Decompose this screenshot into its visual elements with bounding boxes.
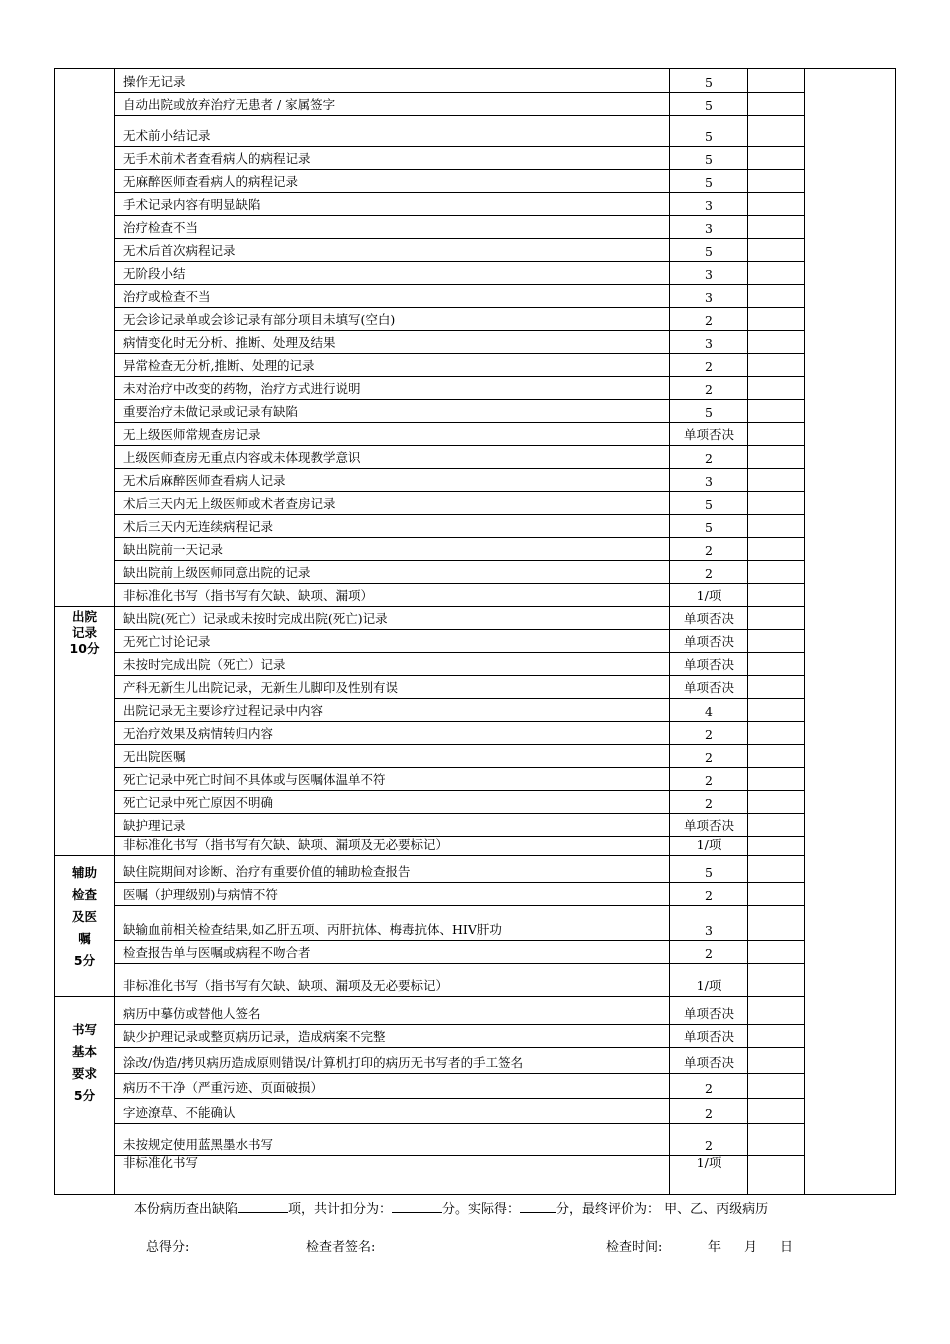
summary-text-1: 本份病历查出缺陷 [134, 1202, 239, 1217]
deduction-score: 5 [705, 152, 713, 167]
category-label-line: 10分 [69, 641, 100, 656]
deduction-score: 5 [705, 175, 713, 190]
deduction-score: 单项否决 [683, 427, 734, 442]
table-row [114, 698, 804, 721]
deficiency-item: 操作无记录 [123, 74, 186, 89]
deduction-score: 1/项 [696, 588, 722, 603]
deficiency-item: 无死亡讨论记录 [123, 634, 211, 649]
month-label: 月 [744, 1240, 758, 1255]
deduction-score: 2 [705, 946, 713, 961]
category-label-line: 出院 [71, 609, 97, 624]
category-label-line: 书写 [71, 1022, 97, 1037]
deduction-score: 2 [705, 1106, 713, 1121]
table-row [114, 882, 804, 905]
table-row [114, 606, 804, 629]
table-row [114, 69, 804, 92]
deduction-score: 5 [705, 75, 713, 90]
total-score-label: 总得分: [146, 1240, 190, 1255]
deduction-score: 单项否决 [683, 1055, 734, 1070]
actual-score-blank[interactable] [520, 1200, 556, 1213]
deficiency-item: 手术记录内容有明显缺陷 [123, 197, 261, 212]
deduction-score: 2 [705, 750, 713, 765]
deduction-score: 1/项 [696, 978, 722, 993]
deficiency-item: 无治疗效果及病情转归内容 [123, 726, 274, 741]
deficiency-item: 未按时完成出院（死亡）记录 [123, 657, 286, 672]
table-row [114, 963, 804, 996]
deficiency-item: 缺输血前相关检查结果,如乙肝五项、丙肝抗体、梅毒抗体、HIV肝功 [123, 922, 502, 937]
deduction-score: 3 [705, 267, 713, 282]
deduction-score: 2 [705, 727, 713, 742]
category-cell [55, 855, 114, 996]
deduction-score: 单项否决 [683, 634, 734, 649]
deficiency-item: 异常检查无分析,推断、处理的记录 [123, 358, 315, 373]
deduction-score: 5 [705, 865, 713, 880]
table-row [114, 855, 804, 882]
inspector-signature-label: 检查者签名: [306, 1240, 376, 1255]
deficiency-item: 无术后麻醉医师查看病人记录 [123, 473, 286, 488]
deduction-score: 单项否决 [683, 1006, 734, 1021]
deficiency-item: 无术后首次病程记录 [123, 243, 236, 258]
year-label: 年 [708, 1240, 722, 1255]
deduction-score: 单项否决 [683, 818, 734, 833]
table-row [114, 491, 804, 514]
deficiency-item: 非标准化书写（指书写有欠缺、缺项、漏项及无必要标记） [123, 837, 449, 852]
table-row [114, 445, 804, 468]
table-row [114, 721, 804, 744]
deficiency-item: 重要治疗未做记录或记录有缺陷 [123, 404, 299, 419]
deduction-score: 3 [705, 336, 713, 351]
table-row [114, 813, 804, 836]
deduction-score: 1/项 [696, 1155, 722, 1170]
evaluation-table [54, 68, 896, 1195]
deficiency-item: 非标准化书写（指书写有欠缺、缺项、漏项及无必要标记） [123, 978, 449, 993]
deficiency-item: 缺出院(死亡）记录或未按时完成出院(死亡)记录 [123, 611, 388, 626]
deficiency-item: 治疗或检查不当 [123, 289, 211, 304]
deduction-score: 2 [705, 543, 713, 558]
category-cell [55, 996, 114, 1173]
category-label-line: 及医 [71, 909, 97, 924]
table-row [114, 1073, 804, 1098]
table-row [114, 192, 804, 215]
deduction-blank[interactable] [392, 1200, 442, 1213]
table-row [114, 767, 804, 790]
table-row [114, 744, 804, 767]
defect-count-blank[interactable] [238, 1200, 288, 1213]
deduction-score: 单项否决 [683, 1029, 734, 1044]
deficiency-item: 未按规定使用蓝黑墨水书写 [123, 1137, 274, 1152]
deficiency-item: 死亡记录中死亡时间不具体或与医嘱体温单不符 [123, 772, 386, 787]
category-label-line: 辅助 [71, 865, 97, 880]
deficiency-item: 涂改/伪造/拷贝病历造成原则错误/计算机打印的病历无书写者的手工签名 [123, 1055, 524, 1070]
deficiency-item: 无阶段小结 [123, 266, 186, 281]
deficiency-item: 缺出院前一天记录 [123, 542, 224, 557]
deficiency-item: 无手术前术者查看病人的病程记录 [123, 151, 311, 166]
deficiency-item: 缺护理记录 [123, 818, 186, 833]
deficiency-item: 死亡记录中死亡原因不明确 [123, 795, 274, 810]
deduction-score: 单项否决 [683, 657, 734, 672]
table-row [114, 169, 804, 192]
category-label-line: 5分 [73, 953, 96, 968]
table-row [114, 353, 804, 376]
defect-summary-line [134, 1198, 768, 1217]
table-row [114, 905, 804, 940]
deduction-score: 5 [705, 405, 713, 420]
deduction-score: 5 [705, 520, 713, 535]
table-row [114, 1024, 804, 1047]
table-row [114, 146, 804, 169]
deficiency-item: 无麻醉医师查看病人的病程记录 [123, 174, 299, 189]
category-label-line: 嘱 [78, 931, 91, 946]
deduction-score: 3 [705, 221, 713, 236]
table-row [114, 629, 804, 652]
table-row [114, 940, 804, 963]
table-row [114, 583, 804, 606]
deduction-score: 3 [705, 198, 713, 213]
deficiency-item: 术后三天内无上级医师或术者查房记录 [123, 496, 336, 511]
summary-text-2: 项，共计扣分为： [288, 1202, 393, 1217]
deduction-score: 单项否决 [683, 680, 734, 695]
deduction-score: 5 [705, 98, 713, 113]
category-label-line: 检查 [71, 887, 97, 902]
deduction-score: 3 [705, 290, 713, 305]
deduction-score: 5 [705, 497, 713, 512]
deficiency-item: 无上级医师常规查房记录 [123, 427, 261, 442]
table-row [114, 514, 804, 537]
deduction-score: 2 [705, 1138, 713, 1153]
deduction-score: 2 [705, 773, 713, 788]
category-label-line: 5分 [73, 1088, 96, 1103]
deficiency-item: 无会诊记录单或会诊记录有部分项目未填写(空白) [123, 312, 396, 327]
deficiency-item: 非标准化书写（指书写有欠缺、缺项、漏项） [123, 588, 374, 603]
day-label: 日 [780, 1240, 794, 1255]
deficiency-item: 医嘱（护理级别)与病情不符 [123, 887, 278, 902]
deduction-score: 2 [705, 1081, 713, 1096]
category-label-line: 要求 [71, 1066, 97, 1081]
table-row [114, 1123, 804, 1155]
deduction-score: 2 [705, 359, 713, 374]
table-row [114, 1098, 804, 1123]
deduction-score: 4 [705, 704, 713, 719]
deficiency-item: 病情变化时无分析、推断、处理及结果 [123, 335, 336, 350]
deduction-score: 单项否决 [683, 611, 734, 626]
deficiency-item: 上级医师查房无重点内容或未体现教学意识 [123, 450, 361, 465]
table-row [114, 330, 804, 353]
deduction-score: 2 [705, 888, 713, 903]
table-row [114, 284, 804, 307]
table-row [114, 560, 804, 583]
table-row [114, 1155, 804, 1173]
deficiency-item: 未对治疗中改变的药物，治疗方式进行说明 [123, 381, 361, 396]
deficiency-item: 出院记录无主要诊疗过程记录中内容 [123, 703, 324, 718]
deduction-score: 5 [705, 129, 713, 144]
table-row [114, 307, 804, 330]
summary-text-3: 分。实际得： [442, 1202, 521, 1217]
table-row [114, 399, 804, 422]
table-row [114, 238, 804, 261]
table-row [114, 537, 804, 560]
table-row [114, 422, 804, 445]
deduction-score: 3 [705, 474, 713, 489]
deficiency-item: 检查报告单与医嘱或病程不吻合者 [123, 945, 311, 960]
deduction-score: 2 [705, 451, 713, 466]
table-row [114, 1047, 804, 1073]
table-row [114, 675, 804, 698]
deduction-score: 2 [705, 313, 713, 328]
deficiency-item: 术后三天内无连续病程记录 [123, 519, 274, 534]
table-row [114, 468, 804, 491]
deficiency-item: 字迹潦草、不能确认 [123, 1105, 236, 1120]
inspection-time-label: 检查时间: [606, 1240, 663, 1255]
summary-text-4: 分，最终评价为： 甲、乙、丙级病历 [556, 1202, 769, 1217]
table-row [114, 92, 804, 115]
deficiency-item: 产科无新生儿出院记录，无新生儿脚印及性别有误 [123, 680, 399, 695]
deduction-score: 5 [705, 244, 713, 259]
table-row [114, 261, 804, 284]
deficiency-item: 无出院医嘱 [123, 749, 186, 764]
deficiency-item: 无术前小结记录 [123, 128, 211, 143]
table-row [114, 115, 804, 146]
deficiency-item: 病历不干净（严重污迹、页面破损） [123, 1080, 324, 1095]
deduction-score: 2 [705, 796, 713, 811]
deficiency-item: 缺住院期间对诊断、治疗有重要价值的辅助检查报告 [123, 864, 411, 879]
deduction-score: 1/项 [696, 837, 722, 852]
table-row [114, 376, 804, 399]
table-row [114, 996, 804, 1024]
table-row [114, 836, 804, 855]
deficiency-item: 自动出院或放弃治疗无患者 / 家属签字 [123, 97, 336, 112]
category-label-line: 记录 [71, 625, 97, 640]
category-label-line: 基本 [71, 1044, 97, 1059]
deficiency-item: 非标准化书写 [123, 1155, 199, 1170]
table-row [114, 652, 804, 675]
deduction-score: 3 [705, 923, 713, 938]
deficiency-item: 缺少护理记录或整页病历记录，造成病案不完整 [123, 1029, 386, 1044]
category-cell [55, 69, 114, 606]
table-row [114, 215, 804, 238]
deduction-score: 2 [705, 566, 713, 581]
deficiency-item: 病历中摹仿或替他人签名 [123, 1006, 261, 1021]
deficiency-item: 治疗检查不当 [123, 220, 199, 235]
category-cell [55, 606, 114, 855]
deficiency-item: 缺出院前上级医师同意出院的记录 [123, 565, 311, 580]
column-divider [804, 69, 805, 1194]
deduction-score: 2 [705, 382, 713, 397]
table-row [114, 790, 804, 813]
